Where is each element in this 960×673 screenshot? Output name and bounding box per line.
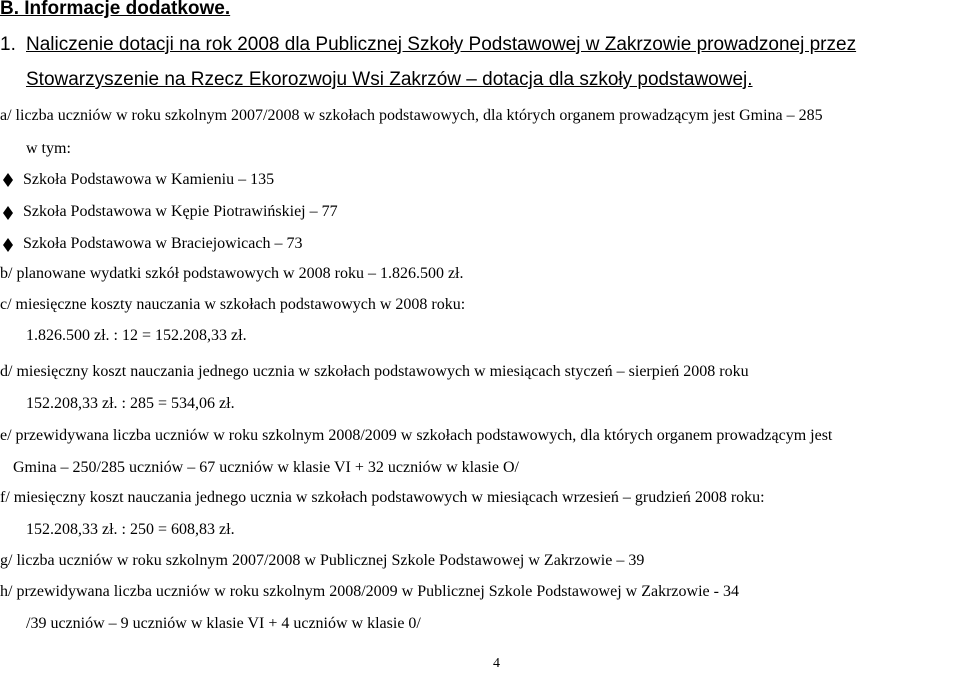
paragraph-c-calc: 1.826.500 zł. : 12 = 152.208,33 zł. <box>26 327 247 344</box>
paragraph-d-calc: 152.208,33 zł. : 285 = 534,06 zł. <box>26 395 235 412</box>
section-heading-text: B. Informacje dodatkowe. <box>0 0 231 19</box>
paragraph-b: b/ planowane wydatki szkół podstawowych w 2008 roku – 1.826.500 zł. <box>0 265 464 282</box>
diamond-bullet-icon <box>3 206 13 220</box>
diamond-bullet-icon <box>3 238 13 252</box>
paragraph-f-calc: 152.208,33 zł. : 250 = 608,83 zł. <box>26 521 235 538</box>
paragraph-e-sub: Gmina – 250/285 uczniów – 67 uczniów w klasie VI + 32 uczniów w klasie O/ <box>13 459 519 476</box>
paragraph-c: c/ miesięczne koszty nauczania w szkołach podstawowych w 2008 roku: <box>0 296 466 313</box>
paragraph-e: e/ przewidywana liczba uczniów w roku szkolnym 2008/2009 w szkołach podstawowych, dla których organem prowadzącym jest <box>0 427 833 444</box>
page-number: 4 <box>493 656 500 671</box>
item-title-text-1: Naliczenie dotacji na rok 2008 dla Publicznej Szkoły Podstawowej w Zakrzowie prowadzonej przez <box>26 34 857 55</box>
paragraph-f: f/ miesięczny koszt nauczania jednego ucznia w szkołach podstawowych w miesiącach wrzesień – grudzień 2008 roku: <box>0 489 765 506</box>
item-title-line-2 <box>26 68 753 92</box>
item-number: 1. <box>0 34 16 55</box>
school-item-3: Szkoła Podstawowa w Braciejowicach – 73 <box>23 235 303 252</box>
item-title-line-1 <box>0 33 856 57</box>
paragraph-g: g/ liczba uczniów w roku szkolnym 2007/2008 w Publicznej Szkole Podstawowej w Zakrzowie – 39 <box>0 552 645 569</box>
paragraph-h: h/ przewidywana liczba uczniów w roku szkolnym 2008/2009 w Publicznej Szkole Podstawowej w Zakrzowie - 34 <box>0 583 739 600</box>
diamond-bullet-icon <box>3 173 13 187</box>
section-heading <box>0 0 230 21</box>
paragraph-a: a/ liczba uczniów w roku szkolnym 2007/2008 w szkołach podstawowych, dla których organem prowadzącym jest Gmina – 285 <box>0 107 823 124</box>
school-item-2: Szkoła Podstawowa w Kępie Piotrawińskiej – 77 <box>23 203 338 220</box>
item-title-text-2: Stowarzyszenie na Rzecz Ekorozwoju Wsi Zakrzów – dotacja dla szkoły podstawowej. <box>26 69 753 90</box>
paragraph-d: d/ miesięczny koszt nauczania jednego ucznia w szkołach podstawowych w miesiącach styczeń – sierpień 2008 roku <box>0 363 749 380</box>
paragraph-a-sub: w tym: <box>26 140 71 157</box>
paragraph-h-sub: /39 uczniów – 9 uczniów w klasie VI + 4 uczniów w klasie 0/ <box>26 615 421 632</box>
school-item-1: Szkoła Podstawowa w Kamieniu – 135 <box>23 171 275 188</box>
